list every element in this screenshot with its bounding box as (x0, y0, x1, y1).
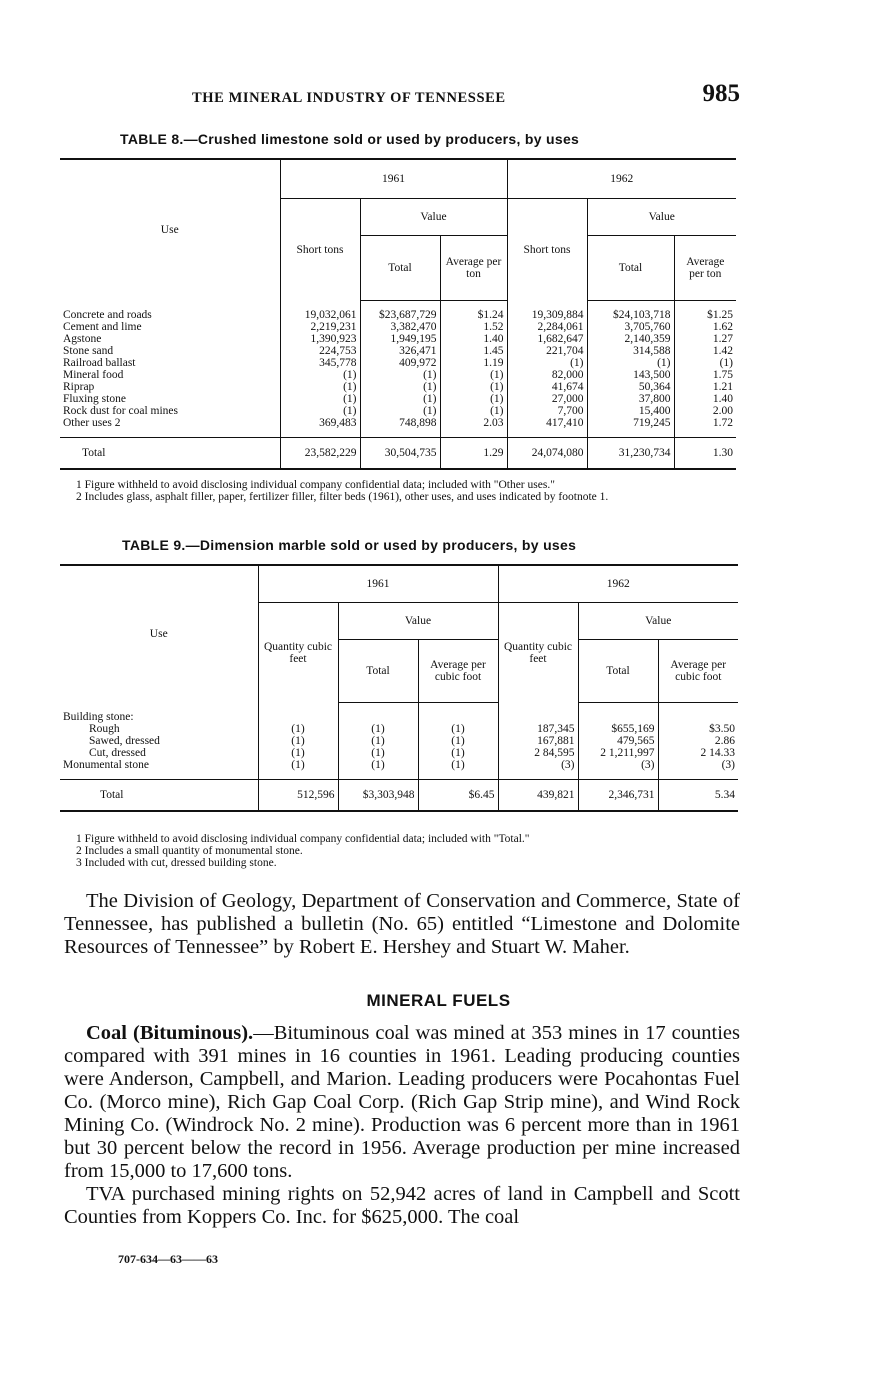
table9-year-1962: 1962 (498, 565, 738, 603)
table9-total-row (60, 780, 738, 812)
table-cell: (1) (570, 356, 584, 369)
table-cell: (1) (490, 381, 504, 393)
table-cell: (1) (371, 747, 385, 759)
table8-avg61-column (440, 301, 507, 438)
table8-footnotes (64, 479, 738, 503)
table-cell: (1) (423, 405, 437, 417)
table-cell: (1) (291, 734, 305, 747)
table-cell: 479,565 (617, 735, 655, 747)
footnote: 2 Includes a small quantity of monumental stone. (76, 845, 303, 857)
paragraph (64, 1022, 740, 1183)
table8-year-1961: 1961 (280, 159, 507, 199)
table-row-label: Other uses 2 (63, 416, 121, 429)
table8-col-avg-62: Average per ton (674, 236, 736, 301)
table9-avg62-column (658, 703, 738, 780)
table-cell: 409,972 (399, 357, 437, 369)
table8-col-short-tons-61: Short tons (280, 199, 360, 301)
table-cell: 1.30 (674, 438, 736, 470)
table-cell: 221,704 (546, 344, 584, 357)
table-row-label: Sawed, dressed (89, 734, 160, 747)
table-cell: (1) (423, 393, 437, 405)
paragraph: The Division of Geology, Department of Conservation and Commerce, State of Tennessee, has published a bulletin (No. 65) entitled “Limestone and Dolomite Resources of Tennessee” by Robert E. Hershey and Stuart W. Maher. (64, 890, 740, 958)
table-cell: 1.40 (712, 393, 733, 405)
table-cell: 1.19 (483, 357, 504, 369)
table-cell: (1) (719, 357, 733, 369)
table9-year-1961: 1961 (258, 565, 498, 603)
table8-col-value-61: Value (360, 199, 507, 236)
table-cell: (1) (371, 759, 385, 771)
table8-col-value-62: Value (587, 199, 736, 236)
printer-imprint: 707-634—63——63 (118, 1252, 218, 1266)
table-cell: (1) (490, 405, 504, 417)
paragraph: TVA purchased mining rights on 52,942 acres of land in Campbell and Scott Counties from Koppers Co. Inc. for $625,000. The coal (64, 1183, 740, 1228)
table8-total61-column (360, 301, 440, 438)
table9-col-qty-61: Quantity cubic feet (258, 603, 338, 703)
table-cell: $1.25 (707, 309, 733, 321)
table8-year-1962: 1962 (507, 159, 736, 199)
table-row-label: Concrete and roads (63, 308, 152, 321)
table9-footnotes (76, 833, 736, 869)
table-cell: (1) (423, 381, 437, 393)
table-cell: (1) (291, 746, 305, 759)
table-cell: (3) (561, 758, 575, 771)
footnote: 3 Included with cut, dressed building stone. (76, 857, 277, 869)
table-row-label: Riprap (63, 380, 95, 393)
table-cell: 30,504,735 (360, 438, 440, 470)
table-cell: 1.40 (483, 333, 504, 345)
table-cell: (1) (343, 404, 357, 417)
table-row-label: Cement and lime (63, 320, 142, 333)
table9-col-use: Use (60, 565, 258, 703)
table8-avg62-column (674, 301, 736, 438)
table-cell: 19,032,061 (304, 308, 357, 321)
table-cell: 3,382,470 (390, 321, 437, 333)
table-cell: 224,753 (319, 344, 357, 357)
table9-col-avg-62: Average per cubic foot (658, 640, 738, 703)
table9-col-qty-62: Quantity cubic feet (498, 603, 578, 703)
table8-tons62-column (507, 301, 587, 438)
table-cell: $655,169 (611, 723, 655, 735)
table-cell: 2,346,731 (578, 780, 658, 812)
table8-use-column (60, 301, 280, 438)
footnote: 1 Figure withheld to avoid disclosing individual company confidential data; included with "Other uses." (76, 479, 555, 491)
table-cell: (1) (451, 759, 465, 771)
table-cell: 2,219,231 (310, 320, 357, 333)
table8-body (60, 301, 736, 438)
table8 (60, 158, 736, 470)
table9-avg61-column (418, 703, 498, 780)
table-cell: 369,483 (319, 416, 357, 429)
table-row-label: Agstone (63, 332, 102, 345)
table-cell: 1.72 (712, 417, 733, 429)
table9 (60, 564, 738, 812)
table-cell: 15,400 (638, 405, 671, 417)
table-cell: (1) (343, 380, 357, 393)
table-row-label: Monumental stone (63, 758, 149, 771)
running-title: THE MINERAL INDUSTRY OF TENNESSEE (192, 90, 506, 106)
table-cell: 24,074,080 (507, 438, 587, 470)
table-cell: (1) (423, 369, 437, 381)
paragraph-text: —Bituminous coal was mined at 353 mines in 17 counties compared with 391 mines in 16 counties in 1961. Leading producing counties were Anderson, Campbell, and Marion. Leading producers were Pocahontas Fuel Co. (Morco mine), Rich Gap Coal Corp. (Rich Gap Strip mine), and Wind Rock Mining Co. (Windrock No. 2 mine). Production was 6 percent more than in 1961 but 30 percent below the record in 1956. Average production per mine increased from 15,000 to 17,600 tons. (64, 1022, 740, 1182)
table9-qty61-column (258, 703, 338, 780)
table-cell: (1) (451, 747, 465, 759)
table-cell: (1) (343, 392, 357, 405)
table-cell: 1,390,923 (310, 332, 357, 345)
table-row-label: Rough (89, 722, 120, 735)
table8-col-total-62: Total (587, 236, 674, 301)
table-row-label: Stone sand (63, 344, 114, 357)
table-cell: 37,800 (638, 393, 671, 405)
subheading-coal: Coal (Bituminous). (86, 1022, 254, 1044)
table-cell: (1) (291, 758, 305, 771)
table-cell: $23,687,729 (379, 309, 437, 321)
table-cell: 143,500 (633, 369, 671, 381)
table-cell: 2 14.33 (700, 747, 735, 759)
table-cell: 1,682,647 (537, 332, 584, 345)
table-cell: 719,245 (633, 417, 671, 429)
table-cell: 2.86 (714, 735, 735, 747)
table-cell: 23,582,229 (280, 438, 360, 470)
table-cell: (1) (657, 357, 671, 369)
table-cell: (1) (371, 723, 385, 735)
table-cell: 314,588 (633, 345, 671, 357)
table-cell: 7,700 (557, 404, 584, 417)
footnote: 2 Includes glass, asphalt filler, paper, fertilizer filler, filter beds (1961), other uses, and uses indicated by footnote 1. (76, 491, 609, 503)
table9-col-value-62: Value (578, 603, 738, 640)
table8-caption: TABLE 8.—Crushed limestone sold or used by producers, by uses (120, 131, 580, 147)
table-cell: 2.03 (483, 417, 504, 429)
table-cell: (1) (451, 735, 465, 747)
table9-col-avg-61: Average per cubic foot (418, 640, 498, 703)
table-cell: 2.00 (712, 405, 733, 417)
table-cell: 2 84,595 (534, 746, 575, 759)
table9-col-value-61: Value (338, 603, 498, 640)
table8-col-use: Use (60, 159, 280, 301)
table-cell: 41,674 (551, 380, 584, 393)
table-cell: (1) (291, 722, 305, 735)
running-head (60, 80, 740, 116)
table-cell: $1.24 (477, 309, 504, 321)
table8-tons61-column (280, 301, 360, 438)
table8-col-short-tons-62: Short tons (507, 199, 587, 301)
table-cell: 5.34 (658, 780, 738, 812)
table-cell: (1) (371, 735, 385, 747)
table9-caption: TABLE 9.—Dimension marble sold or used by producers, by uses (122, 537, 577, 553)
section-heading: MINERAL FUELS (366, 991, 511, 1010)
table-row-label: Mineral food (63, 368, 124, 381)
table-cell: 1,949,195 (390, 333, 437, 345)
table-cell: 187,345 (537, 722, 575, 735)
table-cell: 1.21 (712, 381, 733, 393)
table9-col-total-61: Total (338, 640, 418, 703)
table-cell: 1.42 (712, 345, 733, 357)
table-cell: 512,596 (258, 780, 338, 812)
table9-total62-column (578, 703, 658, 780)
table-cell: 2,284,061 (537, 320, 584, 333)
table-row-label: Railroad ballast (63, 356, 136, 369)
footnote: 1 Figure withheld to avoid disclosing individual company confidential data; included with "Total." (76, 833, 530, 845)
table-cell: 1.52 (483, 321, 504, 333)
table-cell: (3) (721, 759, 735, 771)
table-cell: (1) (490, 369, 504, 381)
table-cell: 748,898 (399, 417, 437, 429)
table9-total61-column (338, 703, 418, 780)
table-cell: 345,778 (319, 356, 357, 369)
table-cell: (1) (451, 723, 465, 735)
table9-body (60, 703, 738, 780)
body-paragraph-2 (64, 1022, 740, 1229)
table-cell: 1.45 (483, 345, 504, 357)
table-row-label: Rock dust for coal mines (63, 404, 178, 417)
table-cell: 82,000 (551, 368, 584, 381)
table9-col-total-62: Total (578, 640, 658, 703)
table-row-label: Total (60, 780, 258, 812)
table-cell: 50,364 (638, 381, 671, 393)
table-cell: 1.75 (712, 369, 733, 381)
table-row-label: Cut, dressed (89, 746, 146, 759)
table-cell: 1.27 (712, 333, 733, 345)
table-cell: 1.29 (440, 438, 507, 470)
body-paragraph-1 (64, 890, 740, 959)
table-cell: (3) (641, 759, 655, 771)
table-cell: (1) (343, 368, 357, 381)
table-cell: 2,140,359 (624, 333, 671, 345)
table9-qty62-column (498, 703, 578, 780)
table8-col-total-61: Total (360, 236, 440, 301)
table-cell: $3.50 (709, 723, 735, 735)
table-cell: 439,821 (498, 780, 578, 812)
table8-total62-column (587, 301, 674, 438)
table-cell: 1.62 (712, 321, 733, 333)
table-cell: $24,103,718 (613, 309, 671, 321)
table-cell: $3,303,948 (338, 780, 418, 812)
page-number: 985 (702, 80, 740, 107)
table-cell: 326,471 (399, 345, 437, 357)
table-cell: 417,410 (546, 416, 584, 429)
table-cell: 27,000 (551, 392, 584, 405)
table-cell: 167,881 (537, 734, 575, 747)
table-group-label: Building stone: (63, 710, 134, 723)
table8-total-row (60, 438, 736, 470)
table9-use-column (60, 703, 258, 780)
table-row-label: Total (60, 438, 280, 470)
table-cell: 19,309,884 (531, 308, 584, 321)
table-row-label: Fluxing stone (63, 392, 126, 405)
table-cell: 3,705,760 (624, 321, 671, 333)
table-cell: $6.45 (418, 780, 498, 812)
table-cell: 31,230,734 (587, 438, 674, 470)
table8-col-avg-61: Average per ton (440, 236, 507, 301)
table-cell: 2 1,211,997 (600, 747, 655, 759)
table-cell: (1) (490, 393, 504, 405)
